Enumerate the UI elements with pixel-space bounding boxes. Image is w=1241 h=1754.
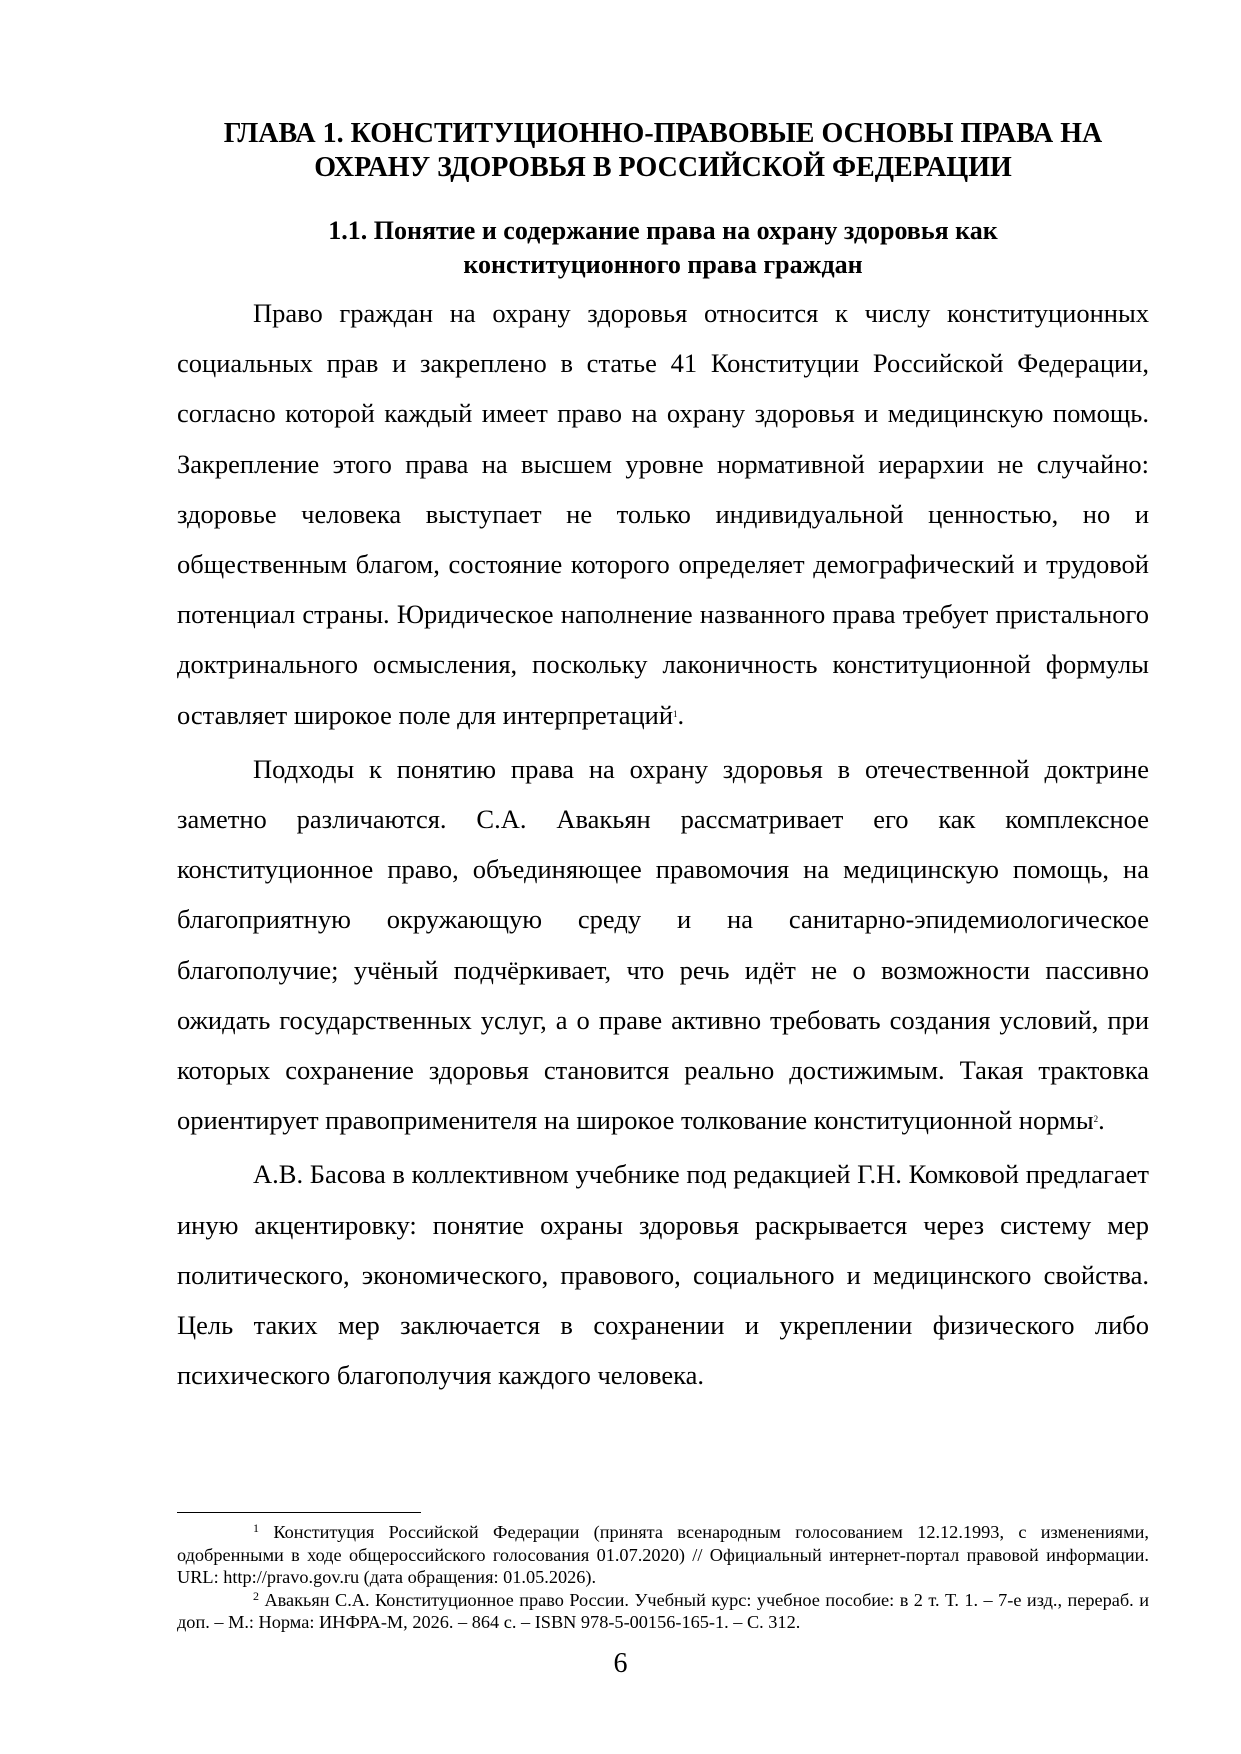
footnote-2: [177, 1589, 1149, 1634]
paragraph-text: Право граждан на охрану здоровья относится к числу конституционных социальных прав и закреплено в статье 41 Конституции Российской Федерации, согласно которой каждый имеет право на охрану здоровья и медицинскую помощь. Закрепление этого права на высшем уровне нормативной иерархии не случайно: здоровье человека выступает не только индивидуальной ценностью, но и общественным благом, состояние которого определяет демографический и трудовой потенциал страны. Юридическое наполнение названного права требует пристального доктринального осмысления, поскольку лаконичность конституционной формулы оставляет широкое поле для интерпретаций: [177, 298, 1149, 730]
body-paragraph-1: [177, 288, 1149, 740]
footnote-reference-2[interactable]: 2: [1093, 1114, 1099, 1125]
section-title-line-1: 1.1. Понятие и содержание права на охрану здоровья как: [328, 216, 998, 245]
footnote-text: Авакьян С.А. Конституционное право России. Учебный курс: учебное пособие: в 2 т. Т. 1. – 7-е изд., перераб. и доп. – М.: Норма: ИНФРА-М, 2026. – 864 с. – ISBN 978-5-00156-165-1. – С. 312.: [177, 1589, 1149, 1632]
paragraph-end: .: [677, 699, 685, 730]
footnote-reference-1[interactable]: 1: [673, 708, 678, 719]
chapter-title-line-1: ГЛАВА 1. КОНСТИТУЦИОННО-ПРАВОВЫЕ ОСНОВЫ ПРАВА НА: [223, 118, 1103, 149]
paragraph-text: Подходы к понятию права на охрану здоровья в отечественной доктрине заметно различаются. С.А. Авакьян рассматривает его как комплексное конституционное право, объединяющее правомочия на медицинскую помощь, на благоприятную окружающую среду и на санитарно-эпидемиологическое благополучие; учёный подчёркивает, что речь идёт не о возможности пассивно ожидать государственных услуг, а о праве активно требовать создания условий, при которых сохранение здоровья становится реально достижимым. Такая трактовка ориентирует правоприменителя на широкое толкование конституционной нормы: [177, 753, 1149, 1136]
footnote-number: 2: [253, 1588, 259, 1603]
chapter-title: [177, 117, 1149, 185]
footnote-text: Конституция Российской Федерации (принята всенародным голосованием 12.12.1993, с изменениями, одобренными в ходе общероссийского голосования 01.07.2020) // Официальный интернет-портал правовой информации. URL: http://pravo.gov.ru (дата обращения: 01.05.2026).: [177, 1522, 1149, 1587]
footnote-number: 1: [253, 1521, 259, 1535]
body-paragraph-3: [177, 1149, 1149, 1400]
section-title: [177, 214, 1149, 282]
footnote-1: [177, 1521, 1149, 1589]
chapter-title-line-2: ОХРАНУ ЗДОРОВЬЯ В РОССИЙСКОЙ ФЕДЕРАЦИИ: [314, 152, 1012, 183]
paragraph-text: А.В. Басова в коллективном учебнике под редакцией Г.Н. Комковой предлагает иную акцентировку: понятие охраны здоровья раскрывается через систему мер политического, экономического, правового, социального и медицинского свойства. Цель таких мер заключается в сохранении и укреплении физического либо психического благополучия каждого человека.: [177, 1159, 1149, 1391]
page-body: [177, 117, 1149, 1404]
section-title-line-2: конституционного права граждан: [463, 250, 863, 279]
page-number: 6: [613, 1648, 628, 1679]
body-paragraph-2: [177, 744, 1149, 1146]
paragraph-end: .: [1098, 1105, 1105, 1136]
footnote-separator: [177, 1512, 421, 1513]
footnotes: [177, 1521, 1149, 1634]
